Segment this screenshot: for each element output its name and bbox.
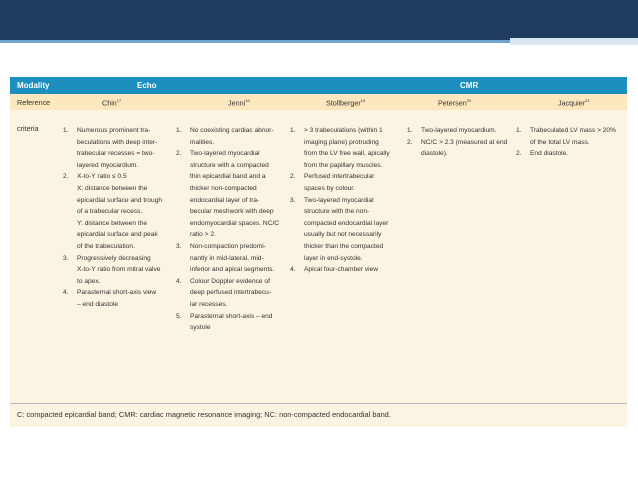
reference-author: Jacquier$^{21}$ — [558, 98, 590, 108]
criteria-item — [176, 125, 296, 148]
criteria-item — [407, 125, 517, 137]
reference-label: Reference — [17, 98, 51, 107]
item-line: > 3 trabeculations (within 1 — [304, 127, 383, 134]
item-line: Two-layered myocardial — [304, 196, 374, 204]
item-line: spaces by colour. — [304, 184, 355, 192]
item-number: 4. — [176, 277, 182, 285]
item-line: Two-layered myocardial — [190, 150, 260, 158]
item-line: of the total LV mass. — [530, 138, 590, 146]
item-number: 3. — [63, 254, 69, 262]
item-text — [77, 171, 162, 252]
item-text — [421, 137, 507, 160]
criteria-item — [516, 148, 626, 160]
item-line: of a trabecular recess. — [77, 208, 143, 216]
item-line: compacted endocardial layer — [304, 219, 389, 227]
item-line: X: distance between the — [77, 184, 148, 192]
item-text — [77, 253, 160, 288]
item-line: thin epicardial band and a — [190, 173, 266, 181]
item-line: malities. — [190, 138, 215, 146]
item-text — [77, 125, 157, 171]
header-echo: Echo — [137, 81, 157, 90]
item-line: from the LV free wall, apically — [304, 150, 390, 158]
item-line: Progressively decreasing — [77, 254, 151, 262]
item-text — [530, 125, 616, 148]
item-number: 2. — [63, 173, 69, 181]
criteria-item — [176, 311, 296, 334]
item-line: inferior and apical segments. — [190, 266, 275, 274]
item-line: layered myocardium. — [77, 161, 139, 169]
item-number: 4. — [290, 266, 296, 274]
reference-author: Stollberger$^{19}$ — [326, 98, 366, 108]
item-line: Trabeculated LV mass > 20% — [530, 127, 616, 134]
criteria-column — [176, 125, 296, 334]
item-line: Colour Doppler evidence of — [190, 277, 270, 285]
criteria-column — [516, 125, 626, 160]
criteria-item — [407, 137, 517, 160]
criteria-item — [290, 264, 410, 276]
item-number: 3. — [176, 242, 182, 250]
item-text — [77, 287, 156, 310]
reference-row — [10, 94, 627, 110]
item-line: endomyocardial spaces. NC/C — [190, 219, 280, 227]
criteria-item — [63, 253, 178, 288]
criteria-item — [290, 195, 410, 265]
item-line: beculations with deep inter- — [77, 138, 158, 146]
item-line: X-to-Y ratio from mitral valve — [77, 266, 161, 274]
criteria-label: criteria — [17, 124, 39, 133]
reference-author: Chin$^{17}$ — [102, 98, 122, 108]
header-modality: Modality — [17, 81, 50, 90]
item-line: to apex. — [77, 277, 101, 285]
item-line: endocardial layer of tra- — [190, 196, 260, 204]
item-number: 2. — [176, 150, 182, 158]
item-line: systole — [190, 324, 211, 332]
item-number: 2. — [407, 138, 413, 146]
criteria-item — [63, 287, 178, 310]
item-number: 2. — [290, 173, 296, 181]
item-line: Non-compaction predomi- — [190, 242, 266, 250]
item-number: 1. — [63, 127, 69, 134]
item-number: 4. — [63, 289, 69, 297]
criteria-item — [176, 276, 296, 311]
item-line: Parasternal short-axis view — [77, 289, 157, 297]
item-line: No coexisting cardiac abnor- — [190, 127, 274, 134]
criteria-table — [10, 77, 627, 427]
item-line: imaging plane) protruding — [304, 138, 379, 146]
item-number: 2. — [516, 150, 522, 158]
criteria-item — [290, 171, 410, 194]
criteria-item — [290, 125, 410, 171]
item-line: Perfused intertrabecular — [304, 173, 375, 181]
item-text — [304, 171, 374, 194]
header-cmr: CMR — [460, 81, 479, 90]
criteria-column — [407, 125, 517, 160]
item-line: Parasternal short-axis – end — [190, 312, 273, 320]
item-line: diastole). — [421, 150, 448, 158]
item-text — [190, 276, 271, 311]
item-text — [190, 241, 274, 276]
item-line: – end diastole — [77, 300, 119, 308]
reference-author: Petersen$^{20}$ — [438, 98, 472, 108]
table-header-row — [10, 77, 627, 94]
item-line: structure with a compacted — [190, 161, 269, 169]
item-line: Apical four-chamber view — [304, 266, 379, 274]
item-number: 5. — [176, 312, 182, 320]
item-line: Two-layered myocardium. — [421, 127, 497, 134]
item-line: deep perfused intertrabecu- — [190, 289, 272, 297]
item-line: lar recesses. — [190, 300, 228, 308]
criteria-item — [63, 171, 178, 252]
item-line: thicker non-compacted — [190, 184, 257, 192]
item-line: Y: distance between the — [77, 219, 148, 227]
item-text — [190, 148, 279, 241]
item-line: becular meshwork with deep — [190, 208, 274, 216]
item-line: from the papillary muscles. — [304, 161, 383, 169]
item-text — [530, 148, 568, 160]
criteria-item — [516, 125, 626, 148]
item-line: trabecular recesses = two- — [77, 150, 155, 158]
item-line: of the trabeculation. — [77, 242, 135, 250]
item-line: usually but not necessarily — [304, 231, 382, 239]
item-number: 3. — [290, 196, 296, 204]
criteria-column — [63, 125, 178, 311]
item-text — [190, 311, 272, 334]
item-line: ratio > 2. — [190, 231, 216, 239]
item-text — [304, 195, 388, 265]
criteria-item — [63, 125, 178, 171]
item-text — [190, 125, 274, 148]
item-number: 1. — [407, 127, 413, 134]
item-line: thicker than the compacted — [304, 242, 384, 250]
item-number: 1. — [516, 127, 522, 134]
item-text — [304, 264, 378, 276]
item-text — [421, 125, 497, 137]
item-line: epicardial surface and peak — [77, 231, 158, 239]
criteria-column — [290, 125, 410, 276]
slide-title-bar — [0, 0, 638, 40]
item-line: Numerous prominent tra- — [77, 127, 151, 134]
item-line: X-to-Y ratio ≤ 0.5 — [77, 173, 127, 181]
footnote-divider — [10, 403, 627, 404]
item-line: End diastole. — [530, 150, 569, 158]
criteria-item — [176, 148, 296, 241]
table-footnote: C: compacted epicardial band; CMR: cardiac magnetic resonance imaging; NC: non-compacted endocardial band. — [17, 410, 391, 419]
title-accent-corner — [510, 38, 638, 45]
item-number: 1. — [290, 127, 296, 134]
item-line: NC/C > 2.3 (measured at end — [421, 138, 508, 146]
item-line: structure with the non- — [304, 208, 370, 216]
criteria-item — [176, 241, 296, 276]
item-text — [304, 125, 390, 171]
item-line: epicardial surface and trough — [77, 196, 163, 204]
reference-author: Jenni$^{18}$ — [228, 98, 250, 108]
item-number: 1. — [176, 127, 182, 134]
item-line: nantly in mid-lateral, mid- — [190, 254, 264, 262]
item-line: layer in end-systole. — [304, 254, 363, 262]
